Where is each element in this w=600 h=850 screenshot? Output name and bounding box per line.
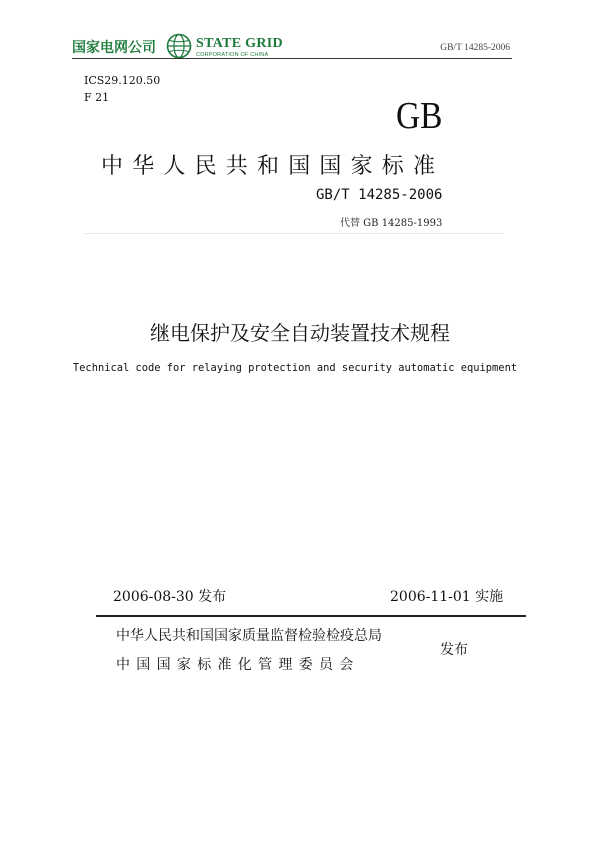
implementation-date: 2006-11-01 实施: [390, 589, 504, 605]
date-divider: [96, 615, 526, 617]
company-name-en-subtitle: CORPORATION OF CHINA: [196, 52, 269, 58]
issuer-sac: 中国国家标准化管理委员会: [116, 657, 360, 673]
publish-date: 2006-08-30 发布: [113, 589, 227, 605]
document-title-cn: 继电保护及安全自动装置技术规程: [150, 321, 450, 345]
header-doc-code: GB/T 14285-2006: [440, 43, 510, 53]
replaces-note: 代替 GB 14285-1993: [340, 218, 443, 229]
standard-number: GB/T 14285-2006: [316, 187, 443, 203]
header-divider: [72, 58, 512, 59]
ccs-code: F 21: [84, 91, 110, 104]
issuer-aqsiq: 中华人民共和国国家质量监督检验检疫总局: [116, 628, 382, 644]
ics-code: ICS29.120.50: [84, 74, 161, 87]
document-title-en: Technical code for relaying protection and security automatic equipment: [72, 362, 518, 374]
gb-mark: GB: [396, 95, 443, 137]
state-grid-globe-icon: [166, 33, 192, 59]
title-divider: [84, 233, 504, 234]
issued-label: 发布: [440, 642, 468, 658]
company-name-cn: 国家电网公司: [72, 40, 156, 56]
standard-title: 中华人民共和国国家标准: [101, 154, 445, 179]
company-name-en: STATE GRID: [196, 36, 283, 51]
